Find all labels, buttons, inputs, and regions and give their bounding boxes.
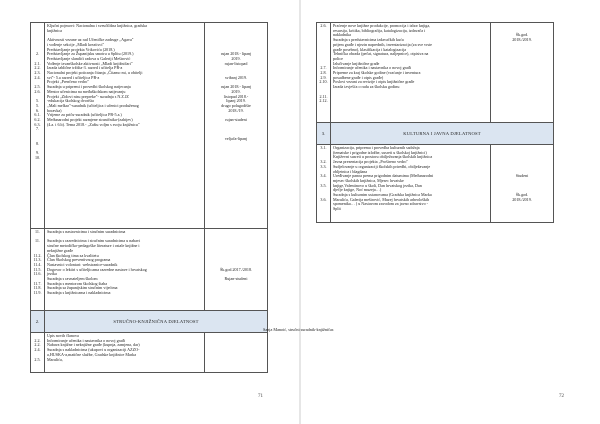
text-line: 3.4. — [320, 173, 327, 179]
text-line: 5. — [35, 102, 40, 108]
section-title: KULTURNA I JAVNA DJELATNOST — [331, 123, 554, 145]
text-line: rujan-listopad — [224, 60, 248, 66]
text-line: Šk.god. — [515, 192, 529, 198]
text-line: Izlučivanje knjižnične građe — [333, 60, 380, 66]
text-line — [47, 156, 202, 161]
text-line: 2.6. — [34, 88, 41, 94]
text-line: 2.8. — [320, 70, 327, 76]
text-line: 11.9. — [33, 290, 42, 296]
text-line: 2.6. — [320, 23, 327, 28]
text-line: 2.4. — [34, 74, 41, 80]
text-line: Međunarodni projekt razmjene straničnika-(zahtjev) — [47, 117, 133, 123]
text-line: 2.1. — [34, 60, 41, 66]
text-line: Suradnja s mentorom školskog štaba — [47, 280, 108, 286]
text-line: Dogovor o lektiri s učiteljicama razredne nastave i hrvatskog — [47, 266, 147, 272]
text-line: 2019. — [231, 88, 241, 94]
row-content — [45, 23, 205, 229]
text-line: 2.7. — [320, 65, 327, 71]
plan-table-left — [30, 22, 268, 373]
row-dates — [491, 23, 554, 123]
text-line: Književni susreti u prostoru obilježavanja školskih knjižnica — [333, 154, 433, 160]
text-line: Praćenje nove knjižne produkcije, promocija i izbor knjiga, — [333, 23, 431, 28]
text-line: Rujan-studeni — [224, 276, 248, 282]
text-line: Nastavnici volontari: webstranice-suradnik — [47, 261, 118, 267]
text-line: građe posebno), klasifikacija i katalogizacija — [333, 46, 407, 52]
row-numbers — [31, 229, 45, 311]
text-line: 2018./2019. — [512, 37, 532, 43]
text-line: 2.12. — [319, 98, 328, 104]
text-line: spomenika… ) u Nastavom zavodom za javno zdravstvo - — [333, 201, 429, 207]
row-numbers — [31, 23, 45, 229]
text-line: svibanj 2019. — [224, 74, 248, 80]
text-line: neknjižne građe — [47, 247, 74, 253]
table-row — [31, 23, 268, 229]
text-line: Nabava knjižne i neknjižne građe (kupnja, zamjena, dar) — [47, 342, 140, 348]
text-line — [319, 104, 328, 109]
text-line: nakladnika — [333, 32, 351, 38]
text-line — [493, 104, 551, 109]
row-numbers — [317, 145, 331, 223]
text-line: 11.5. — [33, 266, 42, 272]
text-line: Informiranje učenika i nastavnika o novoj građi — [333, 65, 411, 71]
row-numbers — [317, 23, 331, 123]
text-line: Šk.god. — [515, 32, 529, 38]
text-line: Uređivanje panoa prema prigodnim datumima (Međunarodni — [333, 173, 434, 179]
text-line: Split — [333, 206, 341, 212]
text-line: Suradnja s nastavnicima i stručnim suradnicima — [47, 229, 126, 234]
section-number: 2. — [31, 311, 45, 333]
row-dates — [491, 145, 554, 223]
text-line: 11. — [35, 229, 40, 234]
text-line: drugo polugodište — [221, 102, 251, 108]
text-line: 2. — [35, 51, 40, 57]
text-line: Šk.god.2017./2018. — [219, 266, 253, 272]
text-line: 10. — [34, 154, 41, 160]
text-line: 2.2. — [34, 337, 41, 343]
text-line: Vrijeme za priču-suradnik (učiteljica PB-5.a.) — [47, 112, 122, 118]
text-line: 6.2. — [34, 117, 41, 123]
row-dates — [205, 333, 268, 373]
text-line: mjesec školskih knjižnica, Mjesec hrvatske — [333, 177, 404, 183]
text-line: 2.10. — [319, 79, 328, 85]
section-header-row — [31, 311, 268, 333]
text-line — [493, 212, 551, 217]
section-title: STRUČNO-KNJIŽNIČNA DJELATNOST — [45, 311, 268, 333]
text-line: 2018./19. — [228, 107, 244, 113]
text-line: Studeni — [515, 173, 529, 179]
text-line: obljetnica i blagdana — [333, 168, 368, 174]
text-line: 11.4. — [33, 261, 42, 267]
text-line: Predstavljanje slandići radova u Galeriji Meštrović — [47, 55, 131, 61]
text-line: 2019. — [231, 55, 241, 61]
text-line: 11. — [35, 238, 40, 244]
text-line: 6.1. — [34, 112, 41, 118]
text-line: 2018./2019. — [512, 196, 532, 202]
text-line: 6. — [35, 107, 40, 113]
text-line: Suradnja sa županijskim stručnim vijećima — [47, 285, 118, 291]
table-row — [317, 145, 554, 223]
text-line: Predstavljanje projekta Vrtkovića (2018.) — [47, 46, 115, 52]
text-line: Izrada tablične tržišta-3. razred i učitelja PB-a — [47, 65, 123, 71]
text-line: 2.2. — [34, 65, 41, 71]
row-numbers — [31, 333, 45, 373]
text-line: 11.7. — [33, 280, 42, 286]
text-line: 2.2. — [34, 342, 41, 348]
text-line: Suradnja s razrednicima i stručnim suradnicima u nabavi — [47, 238, 141, 244]
text-line: knjižnica — [47, 27, 63, 33]
text-line: rujan 2018.- lipanj — [220, 51, 252, 57]
text-line: „Mali melkar"-suradnik (učiteljica i učenici produženog — [47, 102, 139, 108]
text-line: 2.3. — [34, 70, 41, 76]
text-line: Suradnja s kulturnim ustanovama (Gradska knjižnica Marka — [333, 192, 432, 198]
text-line: Ključni pojmovi: Nacionalna i sveučilišna knjižnica, gradska — [47, 23, 147, 28]
text-line: 9. — [35, 149, 40, 155]
text-line: Suradnja u pripremi i provedbi školskog natjecanja — [47, 84, 131, 90]
text-line: -edukacija školskog dvorišta — [47, 98, 94, 104]
text-line: Član Školskog preventivnog programa — [47, 257, 111, 263]
text-line: Sudjelovanje u organizaciji školskih priredbi, obilježavanje — [333, 163, 431, 169]
text-line: resursija, kritika, bibliografija, katalogizacija, izdavača i — [333, 27, 426, 33]
text-line: 11.2. — [33, 252, 42, 258]
text-line: Aktivnosti vezane uz rad Učeničke zadruge „Agava" — [47, 37, 134, 43]
row-content — [331, 145, 491, 223]
text-line: Suradnja s predstavnicima izdavačkih kuća — [333, 37, 404, 43]
page-number: 72 — [559, 394, 564, 399]
plan-table-right — [316, 22, 554, 223]
text-line: lipanj 2019. — [226, 98, 246, 104]
text-line — [319, 212, 328, 217]
text-line: 6.3. — [34, 121, 41, 127]
text-line: Marulića, — [47, 356, 63, 362]
table-row — [317, 23, 554, 123]
text-line: Pripreme za kraj školske godine (vraćanje i inventura — [333, 70, 421, 76]
text-line: Predstavljanje za Županijsku smotru u Splitu (2019.) — [47, 51, 134, 57]
text-line: Član školskog tima za kvalitetu — [47, 252, 99, 258]
text-line: (4.a. i 6.b). Tema 2018.- „Zaštu voljm s svoju knjižnicu" — [47, 121, 140, 127]
text-line: i vođenje sekcije „Mladi kreativci" — [47, 41, 105, 47]
text-line: Suradnja s knjižnicama i nakladnicima — [47, 290, 111, 296]
text-line: prijem građe i njezin naprednih, inventarizacija (za sve vrste — [333, 41, 433, 47]
text-line: rujan-studeni — [225, 117, 247, 123]
text-line: jezika — [47, 271, 57, 277]
text-line: 2.5. — [34, 356, 41, 362]
section-number: 3. — [317, 123, 331, 145]
table-row — [31, 333, 268, 373]
text-line: Javna prezentacija projekta „Prošireno vedro" — [333, 159, 409, 165]
text-line: 11.3. — [33, 257, 42, 263]
section-header-row — [317, 123, 554, 145]
text-line: 2.5. — [34, 84, 41, 90]
text-line: veljača-lipanj — [224, 135, 248, 141]
text-line: 11.6. — [33, 271, 42, 277]
text-line: rujan 2018.- lipanj — [220, 84, 252, 90]
row-dates — [205, 229, 268, 311]
text-line: Projekt „Zidovi nisu prepreke"- suradnja s N.Z.JZ — [47, 93, 129, 99]
row-content — [331, 23, 491, 123]
text-line: Nacionalni projekt poticanja čitanja „Čitamo mi, u obitelji — [47, 70, 143, 76]
signature: Sanja Manoić, stručni suradnik-knjižničar. — [263, 327, 335, 332]
text-line: Izrada izvješća o radu za školsku godinu — [333, 84, 400, 90]
text-line: boravka) — [47, 107, 62, 113]
text-line: svi"- 5.a razred i učiteljica PB-a — [47, 74, 100, 80]
text-line: Organizacija, priprema i provedba kulturnih sadržaja — [333, 145, 420, 150]
text-line: 3.1. — [320, 145, 327, 150]
text-line: Suradnja s ravnateljem školom — [47, 276, 98, 282]
text-line: Marulića, Galerija meštrović, Muzej hrvatskih arheoloških — [333, 196, 430, 202]
text-line: 2.11. — [319, 93, 328, 99]
text-line: 8. — [35, 140, 40, 146]
text-line: 3.3. — [320, 163, 327, 169]
text-line: knjige,Valentinovo u školi, Dan hrvatskog jezika, Dan — [333, 182, 422, 188]
row-content — [45, 229, 205, 311]
table-row — [31, 229, 268, 311]
text-line: 11.8. — [33, 285, 42, 291]
row-dates — [205, 23, 268, 229]
text-line: Projekt „Prenčeno vedro" — [47, 79, 89, 85]
text-line — [207, 291, 265, 296]
text-line: a,HUSKA-a,matične službe, Gradske knjižnice Marka — [47, 351, 137, 357]
text-line: 3.5. — [320, 182, 327, 188]
text-line: (tematske i prigodne izložbe, susreti u školskoj knjižnici) — [333, 149, 427, 155]
text-line — [333, 104, 488, 109]
text-line: 2.9. — [320, 74, 327, 80]
text-line: Suradnja s nakladnicima (ukupovi u organizaciji AZZO- — [47, 347, 140, 353]
text-line: Upis novih članova — [47, 333, 79, 338]
text-line: dječje knjige, Noć muzeja…) — [333, 187, 382, 193]
text-line: Vođenje izvanškolske aktivnosti „Mladi knjižničari" — [47, 60, 133, 66]
text-line: Poslovi vezani za revizije i otpis knjižnične građe — [333, 79, 415, 85]
page-number: 71 — [258, 394, 263, 399]
text-line: 3.2. — [320, 159, 327, 165]
text-line — [207, 156, 265, 161]
text-line — [333, 212, 488, 217]
text-line: 5. — [35, 98, 40, 104]
text-line: 7. — [35, 126, 40, 132]
text-line: listopad 2018.- — [223, 93, 249, 99]
text-line: police — [333, 55, 344, 61]
text-line: Mentor učenicima na međuškolskom natjecanju — [47, 88, 126, 94]
page-72 — [263, 0, 600, 424]
text-line: 2.4. — [34, 347, 41, 353]
row-content — [45, 333, 205, 373]
text-line: Informiranje učenika i nastavnika o novoj građi — [47, 337, 125, 343]
text-line: 3.6. — [320, 196, 327, 202]
text-line: Tehnička obrada (pečat, signatura, naljepnice), otpisiva na — [333, 51, 429, 57]
text-line: posudbene građe i otpis građe) — [333, 74, 384, 80]
text-line: stručne metodičko-pedagoške literature i ostale knjižne i — [47, 243, 140, 249]
